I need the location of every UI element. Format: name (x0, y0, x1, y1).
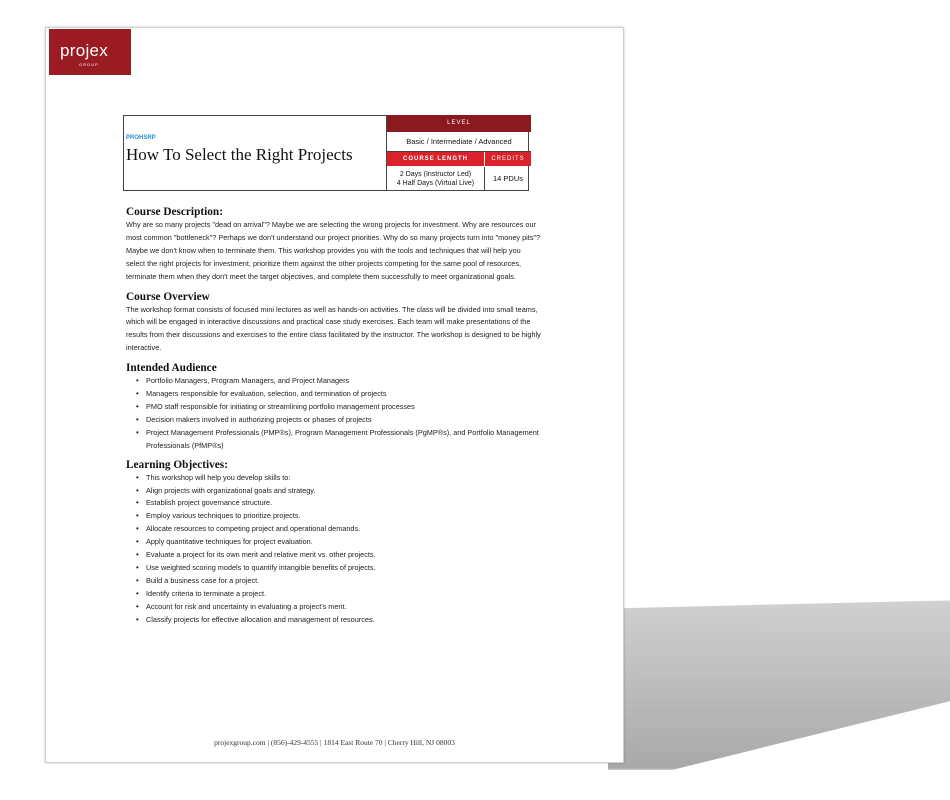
learning-objectives-list (126, 472, 541, 627)
course-title: How To Select the Right Projects (126, 145, 353, 164)
list-item: • This workshop will help you develop skills to: (146, 472, 541, 485)
list-item: • Managers responsible for evaluation, selection, and termination of projects (146, 388, 541, 401)
list-item: • Portfolio Managers, Program Managers, and Project Managers (146, 375, 541, 388)
course-content (126, 206, 541, 632)
credits-header: CREDITS (485, 152, 531, 166)
course-length-line2: 4 Half Days (Virtual Live) (396, 180, 475, 187)
course-meta-table (386, 115, 532, 191)
list-item: • Apply quantitative techniques for project evaluation. (146, 536, 541, 549)
list-item: • Evaluate a project for its own merit and relative merit vs. other projects. (146, 549, 541, 562)
level-value: Basic / Intermediate / Advanced (387, 132, 531, 152)
credits-value: 14 PDUs (492, 174, 523, 183)
list-item: • Allocate resources to competing project and operational demands. (146, 523, 541, 536)
list-item: • Establish project governance structure. (146, 497, 541, 510)
course-description-heading: Course Description: (126, 206, 223, 218)
list-item: • Employ various techniques to prioritize projects. (146, 510, 541, 523)
course-length-line1: 2 Days (Instructor Led) (399, 171, 472, 178)
list-item: • Decision makers involved in authorizing projects or phases of projects (146, 414, 541, 427)
logo-subtext: GROUP (79, 62, 99, 67)
list-item: • Identify criteria to terminate a project. (146, 588, 541, 601)
list-item: • Account for risk and uncertainty in evaluating a project's merit. (146, 601, 541, 614)
projex-logo (49, 29, 131, 75)
logo-text: projex (60, 41, 109, 60)
intended-audience-heading: Intended Audience (126, 362, 217, 375)
intended-audience-list (126, 375, 541, 452)
course-overview-text: The workshop format consists of focused mini lectures as well as hands-on activities. The class will be divided into small teams, which will be engaged in interactive discussions and practical case study exercises. Each team will make presentations of the results from their discussions and exercises to the entire class facilitated by the instructor. The workshop is designed to be highly interactive. (126, 304, 541, 353)
learning-objectives-heading: Learning Objectives: (126, 458, 228, 471)
list-item: • Classify projects for effective allocation and management of resources. (146, 614, 541, 627)
course-header-box (123, 115, 529, 191)
contact-footer: projexgroup.com | (856)-429-4555 | 1814 East Route 70 | Cherry Hill, NJ 08003 (214, 738, 455, 747)
course-length-value (387, 167, 485, 191)
document-page (45, 27, 624, 763)
course-code: PROHSRP (126, 135, 156, 141)
level-header: LEVEL (387, 115, 531, 132)
list-item: • Align projects with organizational goals and strategy. (146, 485, 541, 498)
list-item: • Project Management Professionals (PMP®s), Program Management Professionals (PgMP®s), and Portfolio Management Professionals (PfMP®s) (146, 427, 541, 453)
list-item: • Use weighted scoring models to quantify intangible benefits of projects. (146, 562, 541, 575)
list-item: • PMO staff responsible for initiating or streamlining portfolio management processes (146, 401, 541, 414)
course-length-header: COURSE LENGTH (387, 152, 484, 166)
course-description-text: Why are so many projects "dead on arrival"? Maybe we are selecting the wrong projects for investment. Why are resources our most common "bottleneck"? Perhaps we don't understand our project priorities. Why do so many projects turn into "money pits"? Maybe we don't know when to terminate them. This workshop provides you with the tools and techniques that will help you select the right projects for investment, prioritize them against the other projects competing for the same pool of resources, terminate them when they don't meet the target objectives, and complete them successfully to meet organizational goals. (126, 220, 541, 281)
course-overview-heading: Course Overview (126, 290, 210, 303)
list-item: • Build a business case for a project. (146, 575, 541, 588)
